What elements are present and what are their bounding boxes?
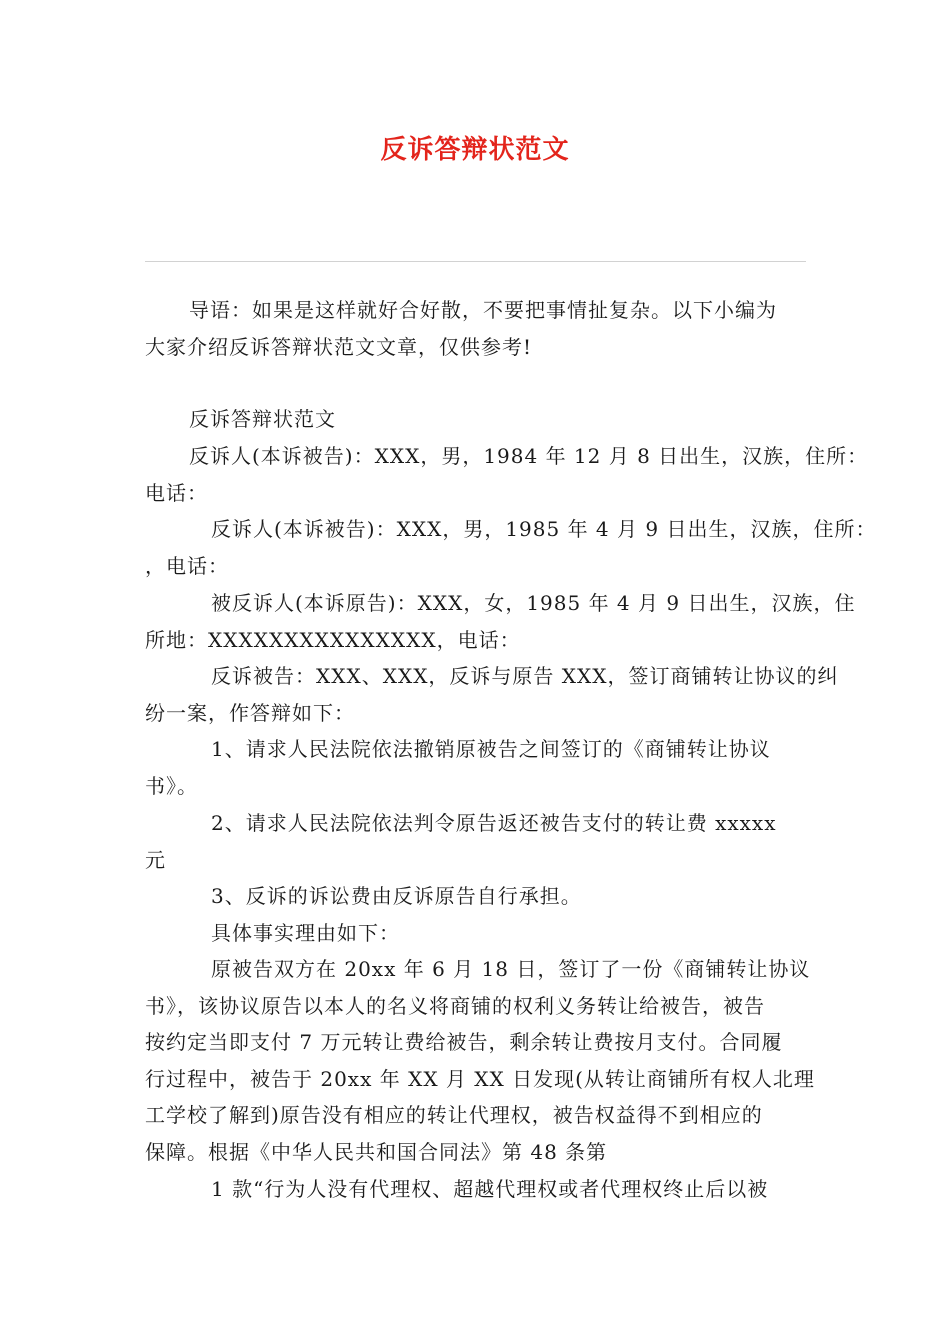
paragraph-line: 反诉人(本诉被告)：XXX，男，1984 年 12 月 8 日出生，汉族，住所： xyxy=(189,444,869,468)
intro-line: 大家介绍反诉答辩状范文文章，仅供参考! xyxy=(145,334,533,359)
defendant-paragraph xyxy=(145,585,856,658)
paragraph-line: 具体事实理由如下： xyxy=(211,921,400,945)
request-3-paragraph xyxy=(145,878,809,915)
paragraph-line: 工学校了解到)原告没有相应的转让代理权，被告权益得不到相应的 xyxy=(145,1103,763,1127)
paragraph-line: 纷一案，作答辩如下： xyxy=(145,700,355,725)
paragraph-line: 元 xyxy=(145,847,166,872)
intro-line: 导语：如果是这样就好合好散，不要把事情扯复杂。以下小编为 xyxy=(189,298,777,322)
paragraph-line: 电话： xyxy=(145,480,208,505)
request-2-paragraph xyxy=(145,805,809,878)
paragraph-line: ，电话： xyxy=(145,553,229,578)
request-1-paragraph xyxy=(145,731,809,804)
paragraph-line: 3、反诉的诉讼费由反诉原告自行承担。 xyxy=(211,884,582,908)
document-title: 反诉答辩状范文 xyxy=(380,135,570,165)
counterclaimant-1-paragraph xyxy=(145,438,869,511)
clause-paragraph xyxy=(145,1171,809,1208)
paragraph-line: 书》。 xyxy=(145,773,198,798)
paragraph-line: 按约定当即支付 7 万元转让费给被告，剩余转让费按月支付。合同履 xyxy=(145,1030,783,1054)
facts-paragraph xyxy=(145,951,815,1170)
paragraph-line: 行过程中，被告于 20xx 年 XX 月 XX 日发现(从转让商铺所有权人北理 xyxy=(145,1066,815,1091)
paragraph-line: 保障。根据《中华人民共和国合同法》第 48 条第 xyxy=(145,1139,608,1164)
facts-heading xyxy=(145,915,809,952)
paragraph-line: 书》，该协议原告以本人的名义将商铺的权利义务转让给被告，被告 xyxy=(145,993,765,1018)
paragraph-line: 1 款“行为人没有代理权、超越代理权或者代理权终止后以被 xyxy=(211,1177,769,1201)
paragraph-line: 被反诉人(本诉原告)：XXX，女，1985 年 4 月 9 日出生，汉族，住 xyxy=(211,591,856,615)
title-divider xyxy=(145,261,806,262)
intro-paragraph xyxy=(145,292,809,365)
paragraph-line: 反诉被告：XXX、XXX，反诉与原告 XXX，签订商铺转让协议的纠 xyxy=(211,664,839,688)
counterclaimant-2-paragraph xyxy=(145,511,877,584)
paragraph-line: 反诉人(本诉被告)：XXX，男，1985 年 4 月 9 日出生，汉族，住所： xyxy=(211,517,877,541)
paragraph-line: 2、请求人民法院依法判令原告返还被告支付的转让费 xxxxx xyxy=(211,811,777,835)
paragraph-line: 原被告双方在 20xx 年 6 月 18 日，签订了一份《商铺转让协议 xyxy=(211,957,811,981)
paragraph-line: 1、请求人民法院依法撤销原被告之间签订的《商铺转让协议 xyxy=(211,737,771,761)
statement-paragraph xyxy=(145,658,839,731)
subtitle-text: 反诉答辩状范文 xyxy=(189,407,336,431)
section-subtitle xyxy=(145,401,809,438)
paragraph-line: 所地：XXXXXXXXXXXXXXX，电话： xyxy=(145,627,521,652)
